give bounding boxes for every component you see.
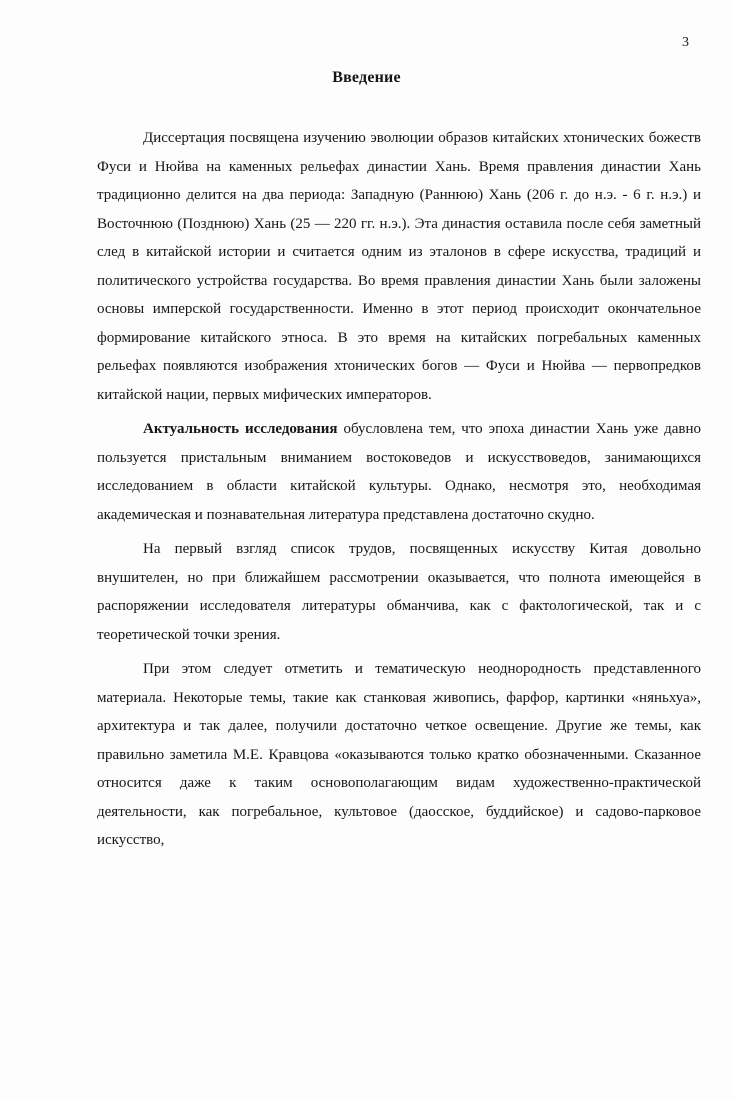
paragraph-text: На первый взгляд список трудов, посвященных искусству Китая довольно внушителен, но при ближайшем рассмотрении оказывается, что полнота имеющейся в распоряжении исследователя литературы обманчива, как с фактологической, так и с теоретической точки зрения. — [97, 541, 701, 643]
paragraph-relevance — [97, 415, 701, 529]
page-number: 3 — [682, 35, 689, 50]
paragraph-heterogeneity — [97, 655, 701, 855]
paragraph-text: При этом следует отметить и тематическую неоднородность представленного материала. Некоторые темы, такие как станковая живопись, фарфор, картинки «няньхуа», архитектура и так далее, получили достаточно четкое освещение. Другие же темы, как правильно заметила М.Е. Кравцова «оказываются только кратко обозначенными. Сказанное относится даже к таким основополагающим видам художественно-практической деятельности, как погребальное, культовое (даосское, буддийское) и садово-парковое искусство, — [97, 661, 701, 848]
paragraph-text: Диссертация посвящена изучению эволюции образов китайских хтонических божеств Фуси и Нюйва на каменных рельефах династии Хань. Время правления династии Хань традиционно делится на два периода: Западную (Раннюю) Хань (206 г. до н.э. - 6 г. н.э.) и Восточнюю (Позднюю) Хань (25 — 220 гг. н.э.). Эта династия оставила после себя заметный след в китайской истории и считается одним из эталонов в сфере искусства, традиций и политического устройства государства. Во время правления династии Хань были заложены основы имперской государственности. Именно в этот период происходит окончательное формирование китайского этноса. В это время на китайских погребальных каменных рельефах появляются изображения хтонических богов — Фуси и Нюйва — первопредков китайской нации, первых мифических императоров. — [97, 130, 701, 403]
paragraph-lead-bold: Актуальность исследования — [143, 421, 338, 437]
paragraph-literature — [97, 535, 701, 649]
body-text — [97, 124, 701, 861]
paragraph-introduction — [97, 124, 701, 409]
page-title: Введение — [332, 69, 401, 86]
paragraph-text: обусловлена тем, что эпоха династии Хань уже давно пользуется пристальным вниманием востоковедов и искусствоведов, занимающихся исследованием в области китайской культуры. Однако, несмотря это, необходимая академическая и познавательная литература представлена достаточно скудно. — [97, 421, 702, 523]
